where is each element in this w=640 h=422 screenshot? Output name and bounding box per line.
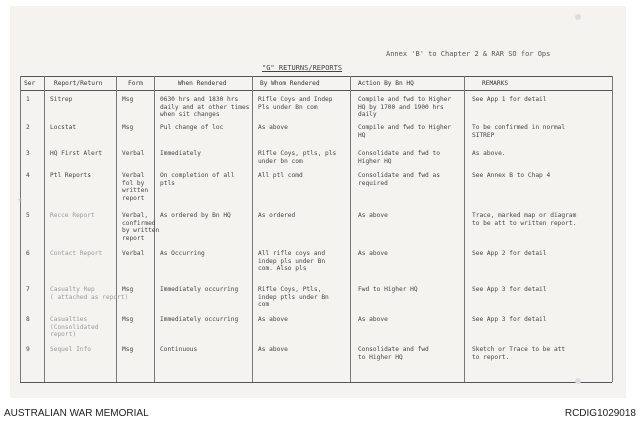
table-cell-remarks: See App 3 for detail (472, 316, 547, 323)
column-header: Report/Return (54, 80, 103, 87)
table-cell-report: Contact Report (50, 250, 103, 257)
table-cell-ser: 5 (26, 212, 30, 219)
table-cell-when: Pul change of loc (160, 124, 224, 131)
margin-mark: + (18, 196, 23, 204)
table-cell-form: Msg (122, 96, 134, 103)
table-cell-remarks: Trace, marked map or diagram to be att to written report. (472, 212, 577, 227)
column-header: Action By Bn HQ (358, 80, 414, 87)
table-cell-when: Immediately occurring (160, 286, 239, 293)
table-cell-when: Immediately (160, 150, 201, 157)
table-cell-ser: 6 (26, 250, 30, 257)
punch-hole (575, 14, 581, 20)
table-cell-when: On completion of all ptls (160, 172, 235, 187)
table-cell-action: As above (358, 316, 388, 323)
table-cell-action: Compile and fwd to Higher HQ (358, 124, 452, 139)
table-cell-when: Immediately occurring (160, 316, 239, 323)
table-cell-report: Ptl Reports (50, 172, 91, 179)
annex-reference: Annex 'B' to Chapter 2 & RAR SO for Ops (386, 50, 551, 58)
table-cell-when: Continuous (160, 346, 198, 353)
table-cell-remarks: See App 3 for detail (472, 286, 547, 293)
table-cell-by: All ptl comd (258, 172, 303, 179)
table-cell-by: As above (258, 124, 288, 131)
column-header: Form (128, 80, 143, 87)
column-header: When Rendered (178, 80, 227, 87)
column-header: REMARKS (482, 80, 509, 87)
table-bottom-rule (20, 382, 612, 383)
table-cell-form: Verbal fol by written report (122, 172, 149, 202)
table-cell-by: Rifle Coys and Indep Pls under Bn com (258, 96, 333, 111)
table-cell-ser: 9 (26, 346, 30, 353)
document-title: "G" RETURNS/REPORTS (262, 64, 343, 72)
table-cell-ser: 7 (26, 286, 30, 293)
table-cell-report: HQ First Alert (50, 150, 103, 157)
column-divider (464, 76, 465, 382)
table-cell-by: As ordered (258, 212, 296, 219)
table-cell-report: Casualty Rep ( attached as report) (50, 286, 129, 301)
table-cell-action: Consolidate and fwd to Higher HQ (358, 150, 440, 165)
table-cell-ser: 1 (26, 96, 30, 103)
table-cell-ser: 8 (26, 316, 30, 323)
column-divider (350, 76, 351, 382)
column-divider (44, 76, 45, 382)
table-cell-action: As above (358, 212, 388, 219)
table-cell-remarks: See App 1 for detail (472, 96, 547, 103)
footer-id: RCDIG1029018 (564, 408, 636, 419)
table-cell-remarks: As above. (472, 150, 506, 157)
table-cell-when: As Occurring (160, 250, 205, 257)
table-cell-form: Verbal, confirmed by written report (122, 212, 160, 242)
table-cell-by: As above (258, 346, 288, 353)
table-cell-form: Msg (122, 124, 134, 131)
table-cell-when: 0630 hrs and 1830 hrs daily and at other times when sit changes (160, 96, 250, 118)
table-cell-action: Compile and fwd to Higher HQ by 1700 and 1900 hrs daily (358, 96, 452, 118)
column-divider (20, 76, 21, 382)
footer-source: AUSTRALIAN WAR MEMORIAL (4, 408, 149, 419)
column-divider (612, 76, 613, 382)
table-cell-by: As above (258, 316, 288, 323)
table-cell-report: Sequel Info (50, 346, 91, 353)
table-cell-action: Consolidate and fwd as required (358, 172, 440, 187)
table-cell-form: Msg (122, 286, 134, 293)
table-cell-ser: 4 (26, 172, 30, 179)
column-divider (252, 76, 253, 382)
document-page (10, 6, 626, 398)
table-cell-remarks: To be confirmed in normal SITREP (472, 124, 566, 139)
table-cell-by: Rifle Coys, Ptls, indep ptls under Bn com (258, 286, 329, 308)
table-cell-when: As ordered by Bn HQ (160, 212, 231, 219)
table-cell-form: Verbal (122, 250, 145, 257)
table-header-rule (20, 90, 612, 91)
table-cell-form: Msg (122, 316, 134, 323)
table-cell-by: All rifle coys and indep pls under Bn com. Also pls (258, 250, 326, 272)
table-cell-action: Fwd to Higher HQ (358, 286, 418, 293)
table-cell-report: Recce Report (50, 212, 95, 219)
punch-hole (575, 378, 581, 384)
table-cell-remarks: See App 2 for detail (472, 250, 547, 257)
table-cell-remarks: Sketch or Trace to be att to report. (472, 346, 566, 361)
table-cell-ser: 2 (26, 124, 30, 131)
table-cell-form: Msg (122, 346, 134, 353)
table-cell-action: As above (358, 250, 388, 257)
column-divider (116, 76, 117, 382)
table-cell-action: Consolidate and fwd to Higher HQ (358, 346, 429, 361)
table-cell-report: Sitrep (50, 96, 73, 103)
column-header: By Whom Rendered (260, 80, 320, 87)
table-cell-by: Rifle Coys, ptls, pls under bn com (258, 150, 337, 165)
table-cell-report: Locstat (50, 124, 77, 131)
table-cell-remarks: See Annex B to Chap 4 (472, 172, 551, 179)
table-cell-ser: 3 (26, 150, 30, 157)
column-header: Ser (24, 80, 36, 87)
table-cell-report: Casualties (Consolidated report) (50, 316, 99, 338)
table-top-rule (20, 76, 612, 77)
table-cell-form: Verbal (122, 150, 145, 157)
